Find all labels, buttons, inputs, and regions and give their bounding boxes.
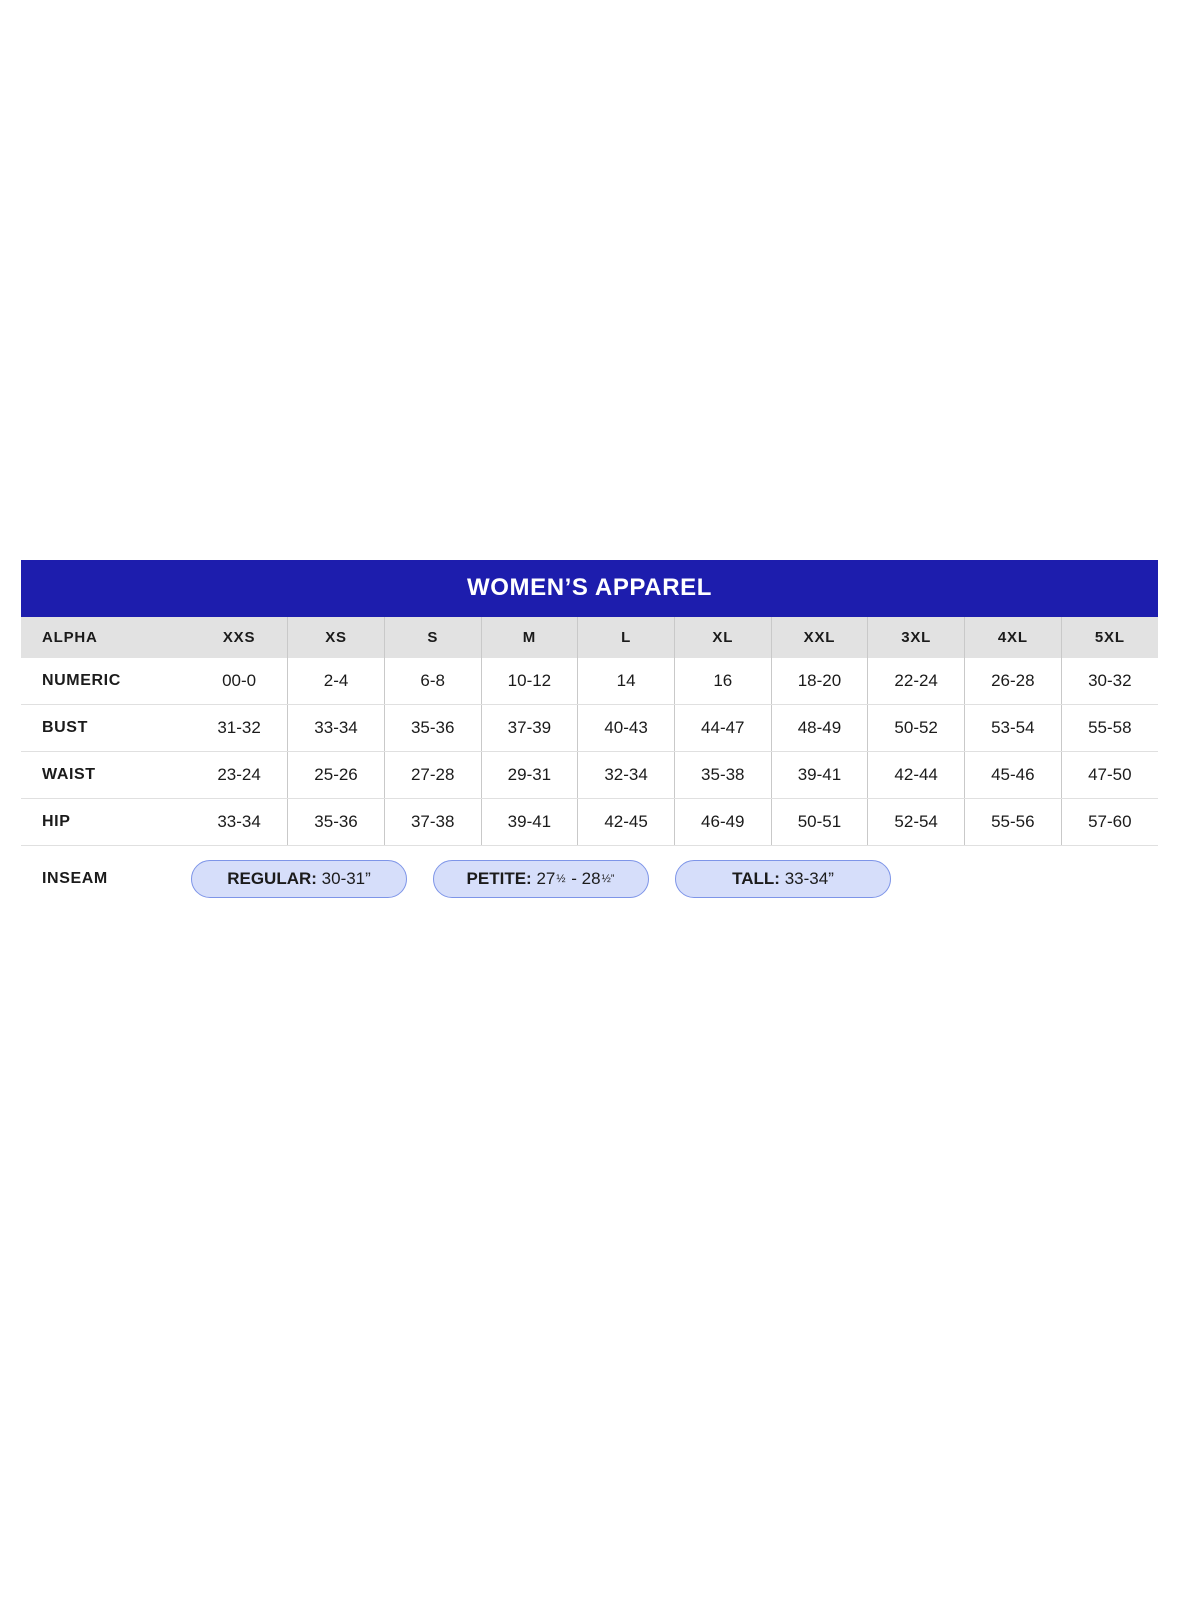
cell-waist-xxl: 39-41 bbox=[771, 752, 868, 799]
inseam-tall-value: 33-34” bbox=[784, 869, 834, 888]
header-size-xxs: XXS bbox=[191, 617, 288, 658]
cell-waist-s: 27-28 bbox=[384, 752, 481, 799]
header-size-3xl: 3XL bbox=[868, 617, 965, 658]
inseam-option-tall[interactable] bbox=[675, 860, 891, 898]
cell-numeric-m: 10-12 bbox=[481, 658, 578, 705]
inseam-petite-value-pre: 27 bbox=[536, 869, 556, 888]
cell-waist-xl: 35-38 bbox=[674, 752, 771, 799]
header-size-5xl: 5XL bbox=[1061, 617, 1158, 658]
cell-hip-xxl: 50-51 bbox=[771, 799, 868, 846]
inseam-row bbox=[21, 846, 1158, 899]
cell-numeric-xs: 2-4 bbox=[288, 658, 385, 705]
cell-bust-xxs: 31-32 bbox=[191, 705, 288, 752]
cell-waist-4xl: 45-46 bbox=[965, 752, 1062, 799]
cell-numeric-xxs: 00-0 bbox=[191, 658, 288, 705]
inseam-petite-name: PETITE: bbox=[466, 869, 532, 888]
table-row bbox=[21, 705, 1158, 752]
cell-bust-xl: 44-47 bbox=[674, 705, 771, 752]
cell-waist-5xl: 47-50 bbox=[1061, 752, 1158, 799]
cell-hip-3xl: 52-54 bbox=[868, 799, 965, 846]
chart-title: WOMEN’S APPAREL bbox=[21, 560, 1158, 617]
header-alpha-label: ALPHA bbox=[21, 617, 191, 658]
cell-hip-xs: 35-36 bbox=[288, 799, 385, 846]
cell-waist-3xl: 42-44 bbox=[868, 752, 965, 799]
row-label-inseam: INSEAM bbox=[42, 870, 108, 887]
cell-numeric-5xl: 30-32 bbox=[1061, 658, 1158, 705]
header-size-s: S bbox=[384, 617, 481, 658]
cell-bust-l: 40-43 bbox=[578, 705, 675, 752]
inseam-regular-name: REGULAR: bbox=[227, 869, 317, 888]
cell-numeric-xxl: 18-20 bbox=[771, 658, 868, 705]
inseam-regular-value: 30-31” bbox=[321, 869, 371, 888]
header-size-4xl: 4XL bbox=[965, 617, 1062, 658]
cell-hip-xl: 46-49 bbox=[674, 799, 771, 846]
row-label-bust: BUST bbox=[21, 705, 191, 752]
header-size-xl: XL bbox=[674, 617, 771, 658]
cell-hip-l: 42-45 bbox=[578, 799, 675, 846]
cell-bust-xxl: 48-49 bbox=[771, 705, 868, 752]
header-size-l: L bbox=[578, 617, 675, 658]
cell-hip-4xl: 55-56 bbox=[965, 799, 1062, 846]
cell-numeric-xl: 16 bbox=[674, 658, 771, 705]
cell-hip-xxs: 33-34 bbox=[191, 799, 288, 846]
table-row bbox=[21, 799, 1158, 846]
table-header-row bbox=[21, 617, 1158, 658]
cell-bust-3xl: 50-52 bbox=[868, 705, 965, 752]
cell-bust-s: 35-36 bbox=[384, 705, 481, 752]
cell-waist-xs: 25-26 bbox=[288, 752, 385, 799]
cell-waist-l: 32-34 bbox=[578, 752, 675, 799]
cell-numeric-4xl: 26-28 bbox=[965, 658, 1062, 705]
inseam-petite-frac-1: ½ bbox=[556, 873, 566, 885]
size-chart bbox=[21, 560, 1158, 898]
header-size-xs: XS bbox=[288, 617, 385, 658]
header-size-m: M bbox=[481, 617, 578, 658]
inseam-tall-name: TALL: bbox=[732, 869, 780, 888]
cell-hip-s: 37-38 bbox=[384, 799, 481, 846]
inseam-petite-frac-2: ½” bbox=[601, 873, 615, 885]
table-row bbox=[21, 752, 1158, 799]
row-label-numeric: NUMERIC bbox=[21, 658, 191, 705]
cell-numeric-l: 14 bbox=[578, 658, 675, 705]
cell-bust-4xl: 53-54 bbox=[965, 705, 1062, 752]
table-row bbox=[21, 658, 1158, 705]
cell-bust-5xl: 55-58 bbox=[1061, 705, 1158, 752]
row-label-hip: HIP bbox=[21, 799, 191, 846]
inseam-option-petite[interactable] bbox=[433, 860, 649, 898]
header-size-xxl: XXL bbox=[771, 617, 868, 658]
cell-bust-m: 37-39 bbox=[481, 705, 578, 752]
row-label-waist: WAIST bbox=[21, 752, 191, 799]
size-table bbox=[21, 617, 1158, 898]
cell-numeric-3xl: 22-24 bbox=[868, 658, 965, 705]
cell-waist-xxs: 23-24 bbox=[191, 752, 288, 799]
cell-numeric-s: 6-8 bbox=[384, 658, 481, 705]
inseam-option-regular[interactable] bbox=[191, 860, 407, 898]
cell-bust-xs: 33-34 bbox=[288, 705, 385, 752]
cell-hip-5xl: 57-60 bbox=[1061, 799, 1158, 846]
cell-hip-m: 39-41 bbox=[481, 799, 578, 846]
inseam-petite-dash: - 28 bbox=[571, 869, 601, 888]
cell-waist-m: 29-31 bbox=[481, 752, 578, 799]
